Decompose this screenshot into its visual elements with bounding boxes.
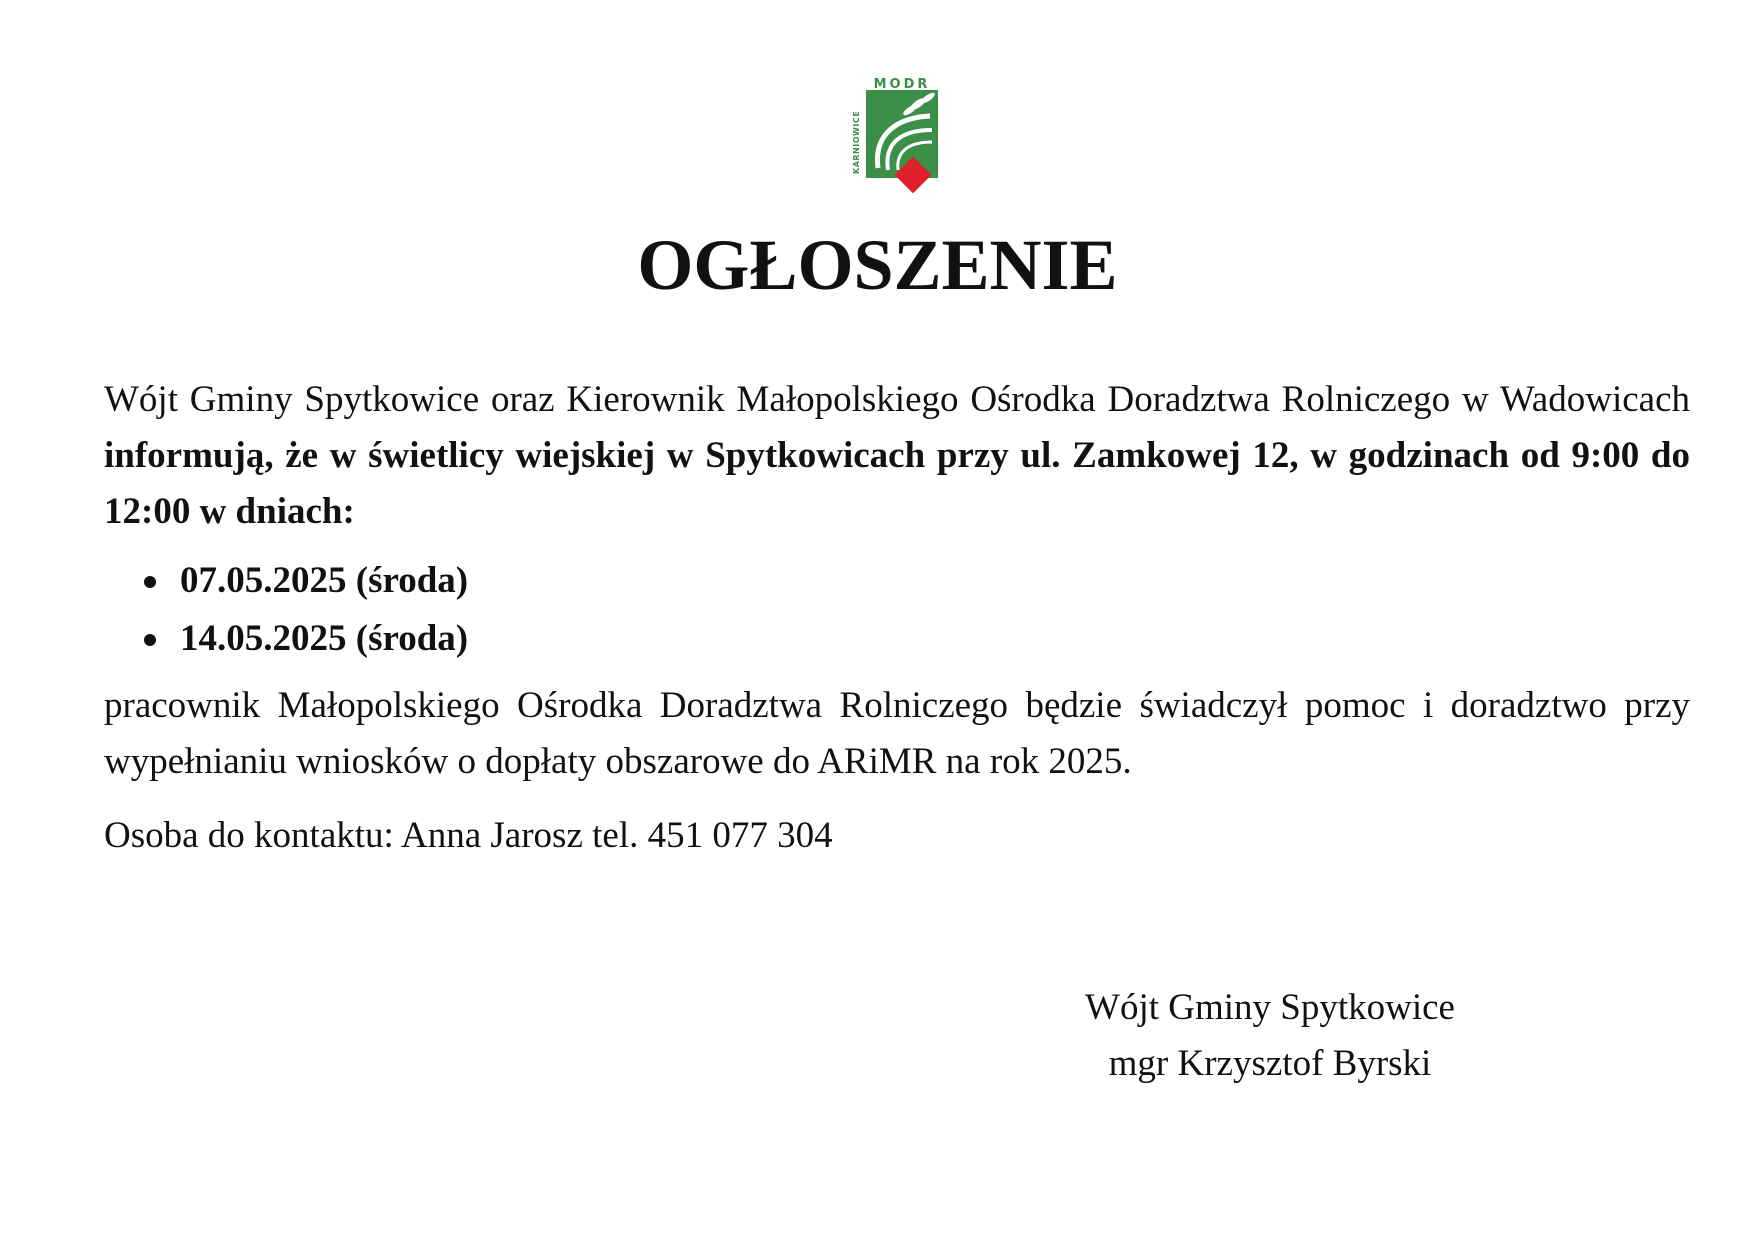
- contact-line: Osoba do kontaktu: Anna Jarosz tel. 451 077 304: [104, 815, 833, 856]
- body-paragraph: pracownik Małopolskiego Ośrodka Doradztwa Rolniczego będzie świadczył pomoc i doradztwo przy wypełnianiu wniosków o dopłaty obszarowe do ARiMR na rok 2025.: [104, 685, 1690, 782]
- intro-bold-text: informują, że w świetlicy wiejskiej w Spytkowicach przy ul. Zamkowej 12, w godzinach od 9:00 do 12:00 w dniach:: [104, 435, 1690, 532]
- bullet-icon: [144, 576, 156, 588]
- announcement-content: [104, 372, 1690, 864]
- bullet-icon: [144, 634, 156, 646]
- page-title: OGŁOSZENIE: [637, 225, 1118, 305]
- date-text: 07.05.2025 (środa): [180, 560, 469, 601]
- modr-logo: [848, 78, 946, 202]
- intro-paragraph: [104, 372, 1690, 540]
- dates-list: [104, 552, 1690, 668]
- intro-text: Wójt Gminy Spytkowice oraz Kierownik Małopolskiego Ośrodka Doradztwa Rolniczego w Wadowicach: [104, 379, 1690, 420]
- list-item: [104, 610, 1690, 668]
- list-item: [104, 552, 1690, 610]
- modr-logo-icon: [848, 78, 946, 202]
- signature-block: [1010, 980, 1530, 1092]
- logo-brand-text: MODR: [873, 78, 931, 92]
- logo-side-text: KARNIOWICE: [852, 110, 861, 174]
- signature-name: mgr Krzysztof Byrski: [1108, 1043, 1432, 1084]
- date-text: 14.05.2025 (środa): [180, 618, 469, 659]
- signature-title: Wójt Gminy Spytkowice: [1085, 987, 1455, 1028]
